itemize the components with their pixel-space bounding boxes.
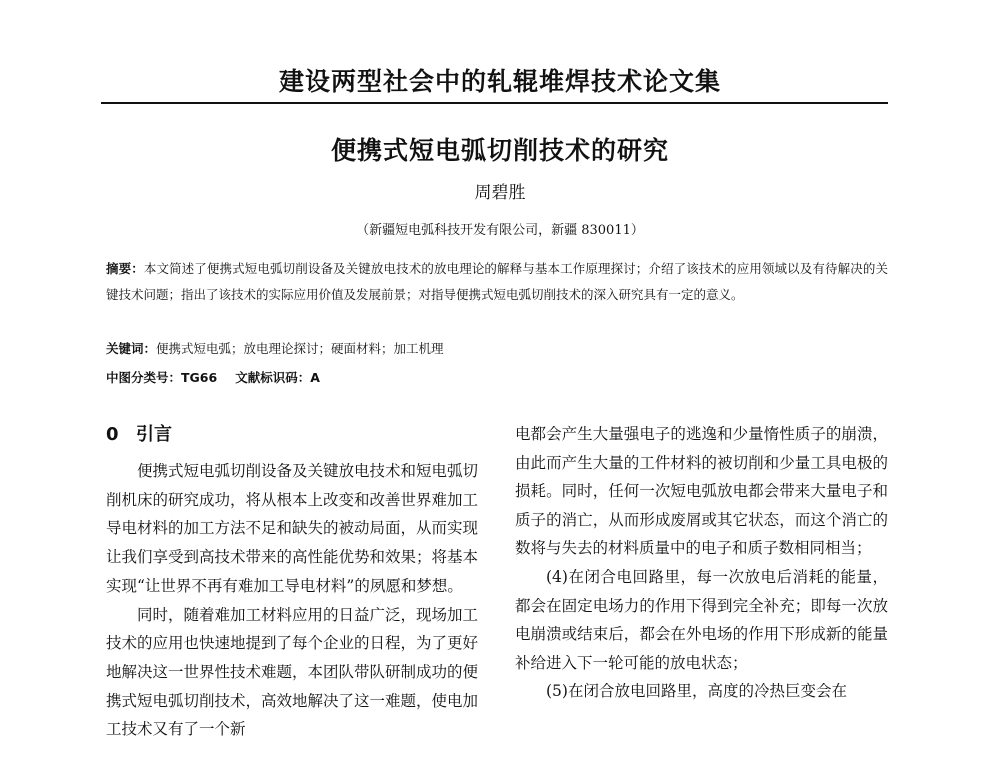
article-author: 周碧胜 [474,183,526,203]
abstract-text: 本文简述了便携式短电弧切削设备及关键放电技术的放电理论的解释与基本工作原理探讨；介绍了该技术的应用领域以及有待解决的关键技术问题；指出了该技术的实际应用价值及发展前景；对指导便携式短电弧切削技术的深入研究具有一定的意义。 [106,261,888,302]
doc-code-value: A [310,370,320,385]
keywords-label: 关键词： [106,341,157,356]
right-column [515,420,888,706]
body-paragraph: 同时，随着难加工材料应用的日益广泛，现场加工技术的应用也快速地提到了每个企业的日程，为了更好地解决这一世界性技术难题，本团队带队研制成功的便携式短电弧切削技术，高效地解决了这一难题，使电加工技术又有了一个新 [106,605,479,739]
classification-line [106,368,888,386]
class-value: TG66 [181,370,218,385]
keywords [106,339,888,357]
header-rule [101,102,888,104]
body-paragraph: 便携式短电弧切削设备及关键放电技术和短电弧切削机床的研究成功，将从根本上改变和改善世界难加工导电材料的加工方法不足和缺失的被动局面，从而实现让我们享受到高技术带来的高性能优势和效果；将基本实现“让世界不再有难加工导电材料”的夙愿和梦想。 [106,462,479,595]
class-label: 中图分类号： [106,370,182,385]
body-paragraph: (5)在闭合放电回路里，高度的冷热巨变会在 [546,682,847,701]
doc-code-label: 文献标识码： [235,370,311,385]
abstract [106,256,888,308]
keywords-text: 便携式短电弧；放电理论探讨；硬面材料；加工机理 [156,341,444,356]
left-column [106,420,478,744]
section-number: 0 [106,424,119,445]
section-heading [106,420,478,450]
author-affiliation: （新疆短电弧科技开发有限公司，新疆 830011） [356,223,644,238]
article-title: 便携式短电弧切削技术的研究 [330,136,669,165]
section-title: 引言 [136,424,172,445]
abstract-label: 摘要： [106,261,144,276]
body-paragraph: (4)在闭合电回路里，每一次放电后消耗的能量，都会在固定电场力的作用下得到完全补充；即每一次放电崩溃或结束后，都会在外电场的作用下形成新的能量补给进入下一轮可能的放电状态； [515,567,888,672]
running-title: 建设两型社会中的轧辊堆焊技术论文集 [278,67,721,96]
body-paragraph: 电都会产生大量强电子的逃逸和少量惰性质子的崩溃，由此而产生大量的工件材料的被切削和少量工具电极的损耗。同时，任何一次短电弧放电都会带来大量电子和质子的消亡，从而形成废屑或其它状态，而这个消亡的数将与失去的材料质量中的电子和质子数相同相当； [515,425,888,558]
